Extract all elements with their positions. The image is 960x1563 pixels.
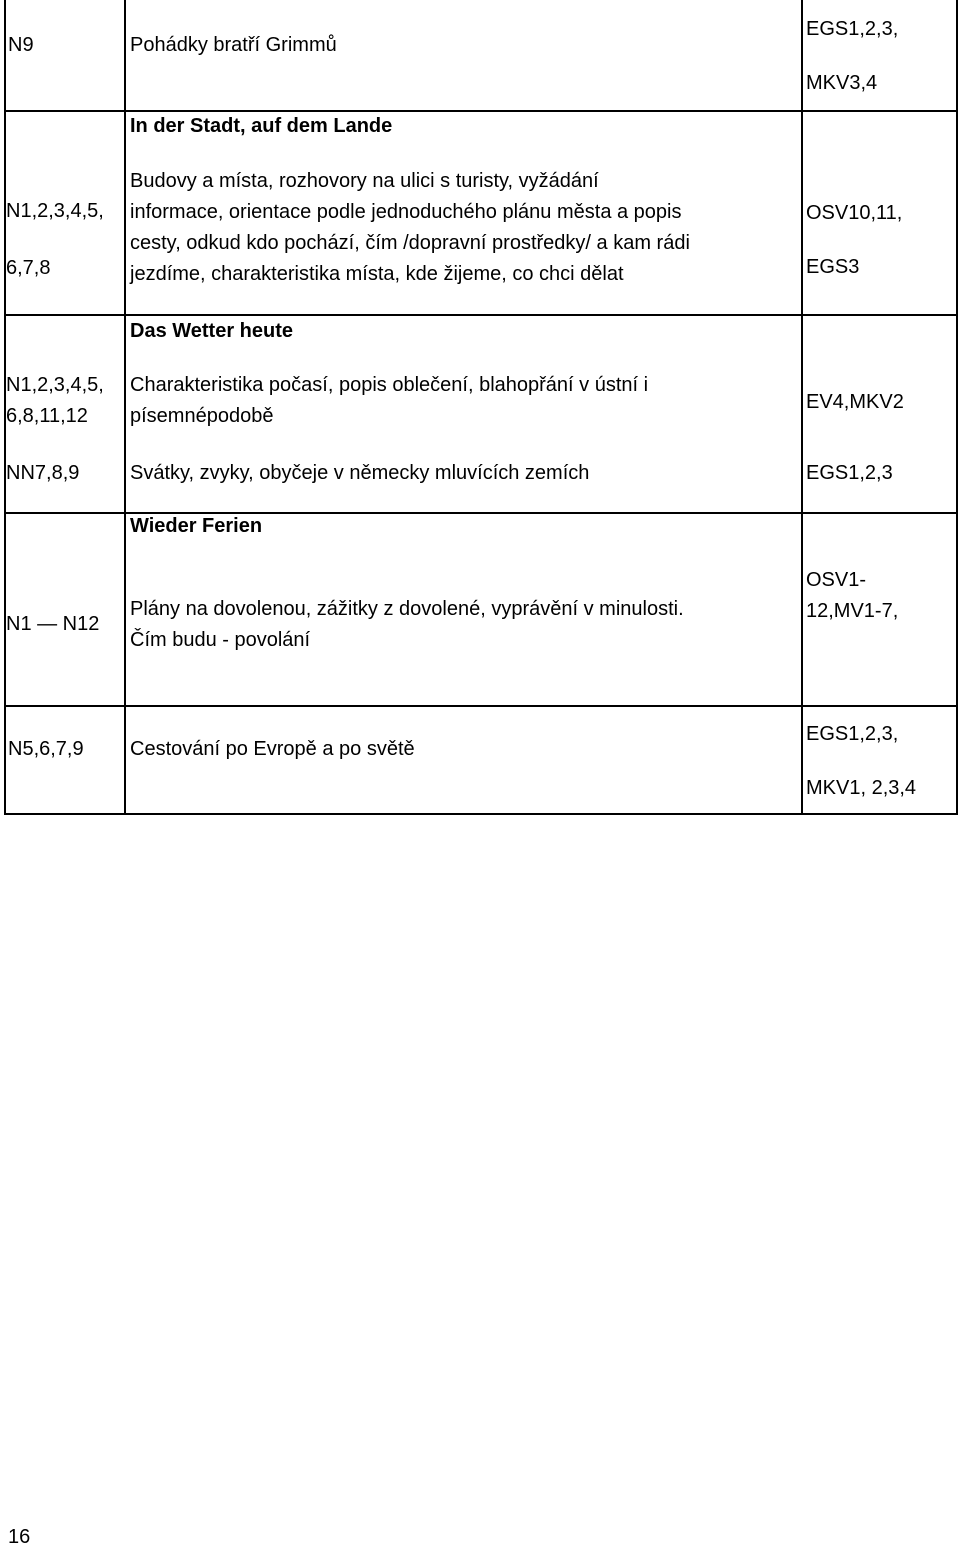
row-code: N1,2,3,4,5, 6,7,8 <box>6 200 104 279</box>
row-themes: EV4,MKV2 <box>806 391 904 413</box>
row-topic: Svátky, zvyky, obyčeje v německy mluvících zemích <box>130 462 590 484</box>
row-topic: Pohádky bratří Grimmů <box>130 34 337 56</box>
section-heading: Das Wetter heute <box>130 320 294 342</box>
table-divider-col1 <box>124 0 126 815</box>
row-topic: Cestování po Evropě a po světě <box>130 738 415 760</box>
row-themes: OSV10,11, EGS3 <box>806 202 903 278</box>
row-topic: Plány na dovolenou, zážitky z dovolené, vyprávění v minulosti. Čím budu - povolání <box>130 598 684 651</box>
row-themes: OSV1- 12,MV1-7, <box>806 569 899 622</box>
row-themes: EGS1,2,3, MKV3,4 <box>806 18 899 94</box>
row-topic: Charakteristika počasí, popis oblečení, blahopřání v ústní i písemnépodobě <box>130 374 649 427</box>
section-heading: In der Stadt, auf dem Lande <box>130 115 393 137</box>
row-code: N9 <box>8 34 34 56</box>
section-heading: Wieder Ferien <box>130 515 263 537</box>
row-themes: EGS1,2,3, MKV1, 2,3,4 <box>806 723 917 799</box>
row-code: N1 — N12 <box>6 613 100 635</box>
row-themes: EGS1,2,3 <box>806 462 893 484</box>
row-code: NN7,8,9 <box>6 462 80 484</box>
table-border-right <box>956 0 958 815</box>
table-divider-col2 <box>801 0 803 815</box>
row-code: N1,2,3,4,5, 6,8,11,12 <box>6 374 104 427</box>
page-number: 16 <box>8 1526 31 1548</box>
row-topic: Budovy a místa, rozhovory na ulici s turisty, vyžádání informace, orientace podle jednoduchého plánu města a popis cesty, odkud kdo pochází, čím /dopravní prostředky/ a kam rádi jezdíme, charakteristika místa, kde žijeme, co chci dělat <box>130 170 690 285</box>
row-code: N5,6,7,9 <box>8 738 84 760</box>
